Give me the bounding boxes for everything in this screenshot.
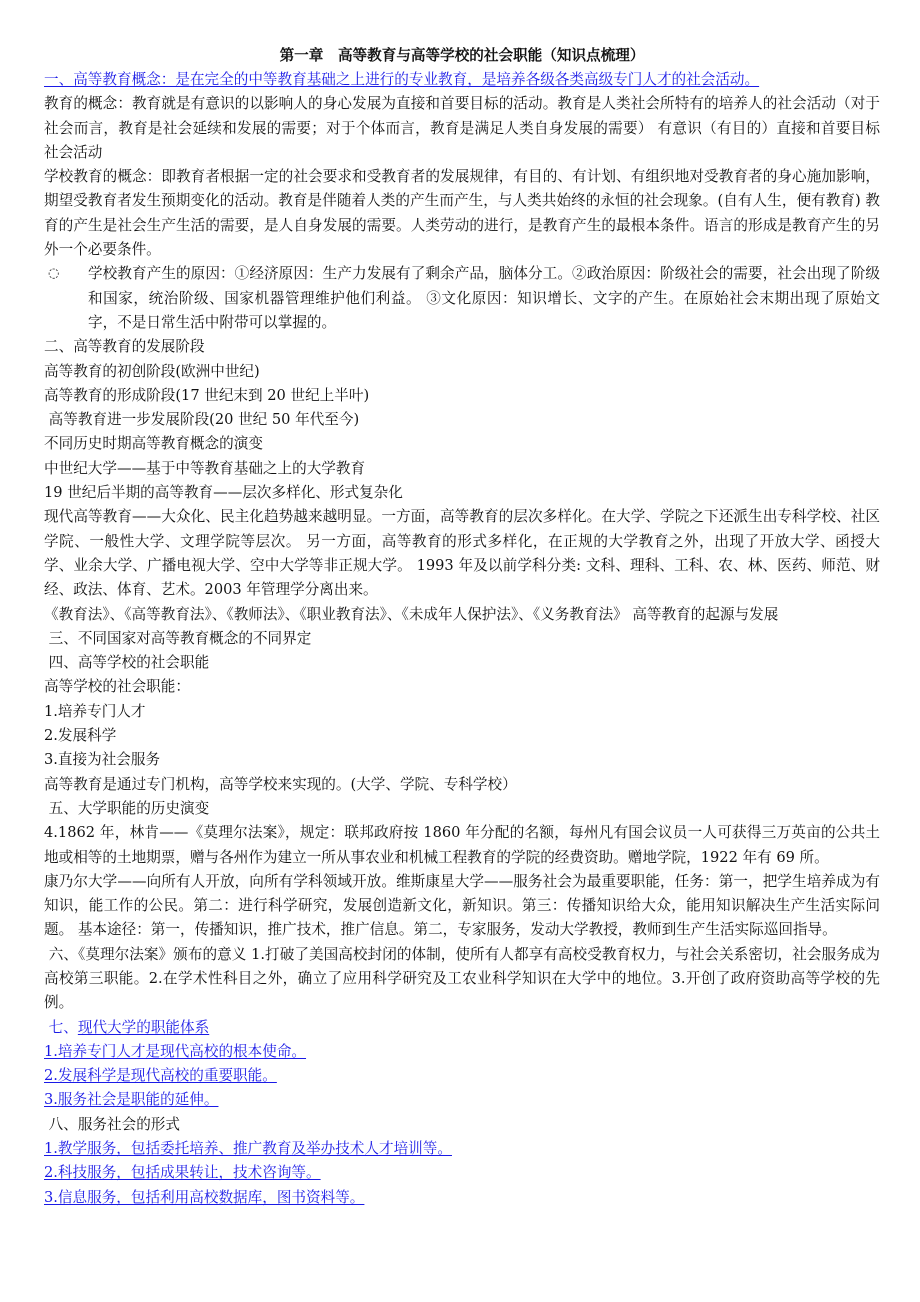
page-title: 第一章 高等教育与高等学校的社会职能（知识点梳理） <box>279 47 645 64</box>
bullet-item-school-origin <box>44 262 880 335</box>
bullet-circle-icon: ◌ <box>48 266 60 282</box>
section-7-prefix: 七、 <box>44 1018 78 1036</box>
line-concept-evolution: 不同历史时期高等教育概念的演变 <box>44 435 263 453</box>
list-item-function-3: 3.直接为社会服务 <box>44 751 161 769</box>
paragraph-morrill-act: 4.1862 年，林肯——《莫理尔法案》，规定：联邦政府按 1860 年分配的名额，每州凡有国会议员一人可获得三万英亩的公共土地或相等的土地期票，赠与各州作为建立一所从事农业和机械工程教育的学院的经费资助。赠地学院，1922 年有 69 所。 <box>44 824 880 866</box>
section-8-heading: 八、服务社会的形式 <box>44 1115 180 1133</box>
paragraph-school-education-concept: 学校教育的概念：即教育者根据一定的社会要求和受教育者的发展规律，有目的、有计划、有组织地对受教育者的身心施加影响，期望受教育者发生预期变化的活动。教育是伴随着人类的产生而产生，与人类共始终的永恒的社会现象。(自有人生，便有教育) 教育的产生是社会生产生活的需要，是人自身发展的需要。人类劳动的进行，是教育产生的最根本条件。语言的形成是教育产生的另外一个必要条件。 <box>44 168 880 259</box>
section-7-item-3-link[interactable]: 3.服务社会是职能的延伸。 <box>44 1091 219 1109</box>
bullet-text: 学校教育产生的原因：①经济原因：生产力发展有了剩余产品，脑体分工。②政治原因：阶级社会的需要，社会出现了阶级和国家，统治阶级、国家机器管理维护他们利益。 ③文化原因：知识增长、文字的产生。在原始社会末期出现了原始文字，不是日常生活中附带可以掌握的。 <box>88 265 880 331</box>
paragraph-cornell-wisconsin: 康乃尔大学——向所有人开放，向所有学科领域开放。维斯康星大学——服务社会为最重要职能，任务：第一，把学生培养成为有知识，能工作的公民。第二：进行科学研究，发展创造新文化，新知识。第三：传播知识给大众，能用知识解决生产生活实际问题。 基本途径：第一，传播知识，推广技术，推广信息。第二，专家服务，发动大学教授，教师到生产生活实际巡回指导。 <box>44 872 880 939</box>
list-item-function-2: 2.发展科学 <box>44 727 117 745</box>
line-stage-3: 高等教育进一步发展阶段(20 世纪 50 年代至今) <box>44 411 360 429</box>
section-4-heading: 四、高等学校的社会职能 <box>44 654 210 672</box>
section-2-heading: 二、高等教育的发展阶段 <box>44 338 205 356</box>
line-laws: 《教育法》、《高等教育法》、《教师法》、《职业教育法》、《未成年人保护法》、《义务教育法》 高等教育的起源与发展 <box>44 605 779 623</box>
section-6-paragraph: 六、《莫理尔法案》颁布的意义 1.打破了美国高校封闭的体制，使所有人都享有高校受教育权力，与社会关系密切，社会服务成为高校第三职能。2.在学术性科目之外，确立了应用科学研究及工农业科学知识在大学中的地位。3.开创了政府资助高等学校的先例。 <box>44 945 881 1012</box>
line-stage-2: 高等教育的形成阶段(17 世纪末到 20 世纪上半叶) <box>44 386 370 404</box>
section-7-heading <box>44 1016 880 1040</box>
section-1-heading-link[interactable]: 一、高等教育概念：是在完全的中等教育基础之上进行的专业教育，是培养各级各类高级专门人才的社会活动。 <box>44 71 760 88</box>
section-8-item-2-link[interactable]: 2.科技服务，包括成果转让，技术咨询等。 <box>44 1164 321 1182</box>
paragraph-modern-higher-education: 现代高等教育——大众化、民主化趋势越来越明显。一方面，高等教育的层次多样化。在大学、学院之下还派生出专科学校、社区学院、一般性大学、文理学院等层次。 另一方面，高等教育的形式多样化，在正规的大学教育之外，出现了开放大学、函授大学、业余大学、广播电视大学、空中大学等非正规大学。 1993 年及以前学科分类: 文科、理科、工科、农、林、医药、师范、财经、政法、体育、艺术。2003 年管理学分离出来。 <box>44 508 880 599</box>
line-medieval-university: 中世纪大学——基于中等教育基础之上的大学教育 <box>44 459 366 477</box>
line-social-functions: 高等学校的社会职能： <box>44 678 190 696</box>
section-7-item-1-link[interactable]: 1.培养专门人才是现代高校的根本使命。 <box>44 1042 307 1060</box>
paragraph-education-concept: 教育的概念：教育就是有意识的以影响人的身心发展为直接和首要目标的活动。教育是人类社会所特有的培养人的社会活动（对于社会而言，教育是社会延续和发展的需要；对于个体而言，教育是满足人类自身发展的需要） 有意识（有目的）直接和首要目标 社会活动 <box>44 95 880 161</box>
section-8-item-3-link[interactable]: 3.信息服务，包括利用高校数据库，图书资料等。 <box>44 1188 365 1206</box>
section-7-heading-link[interactable]: 现代大学的职能体系 <box>77 1018 210 1036</box>
section-7-item-2-link[interactable]: 2.发展科学是现代高校的重要职能。 <box>44 1067 277 1085</box>
section-8-item-1-link[interactable]: 1.教学服务，包括委托培养、推广教育及举办技术人才培训等。 <box>44 1140 452 1158</box>
line-institutions: 高等教育是通过专门机构，高等学校来实现的。(大学、学院、专科学校） <box>44 775 517 793</box>
list-item-function-1: 1.培养专门人才 <box>44 702 146 720</box>
document-page <box>44 44 880 1210</box>
section-3-heading: 三、不同国家对高等教育概念的不同界定 <box>44 629 312 647</box>
line-stage-1: 高等教育的初创阶段(欧洲中世纪) <box>44 362 260 380</box>
section-5-heading: 五、大学职能的历史演变 <box>44 799 210 817</box>
line-19th-century: 19 世纪后半期的高等教育——层次多样化、形式复杂化 <box>44 484 403 502</box>
